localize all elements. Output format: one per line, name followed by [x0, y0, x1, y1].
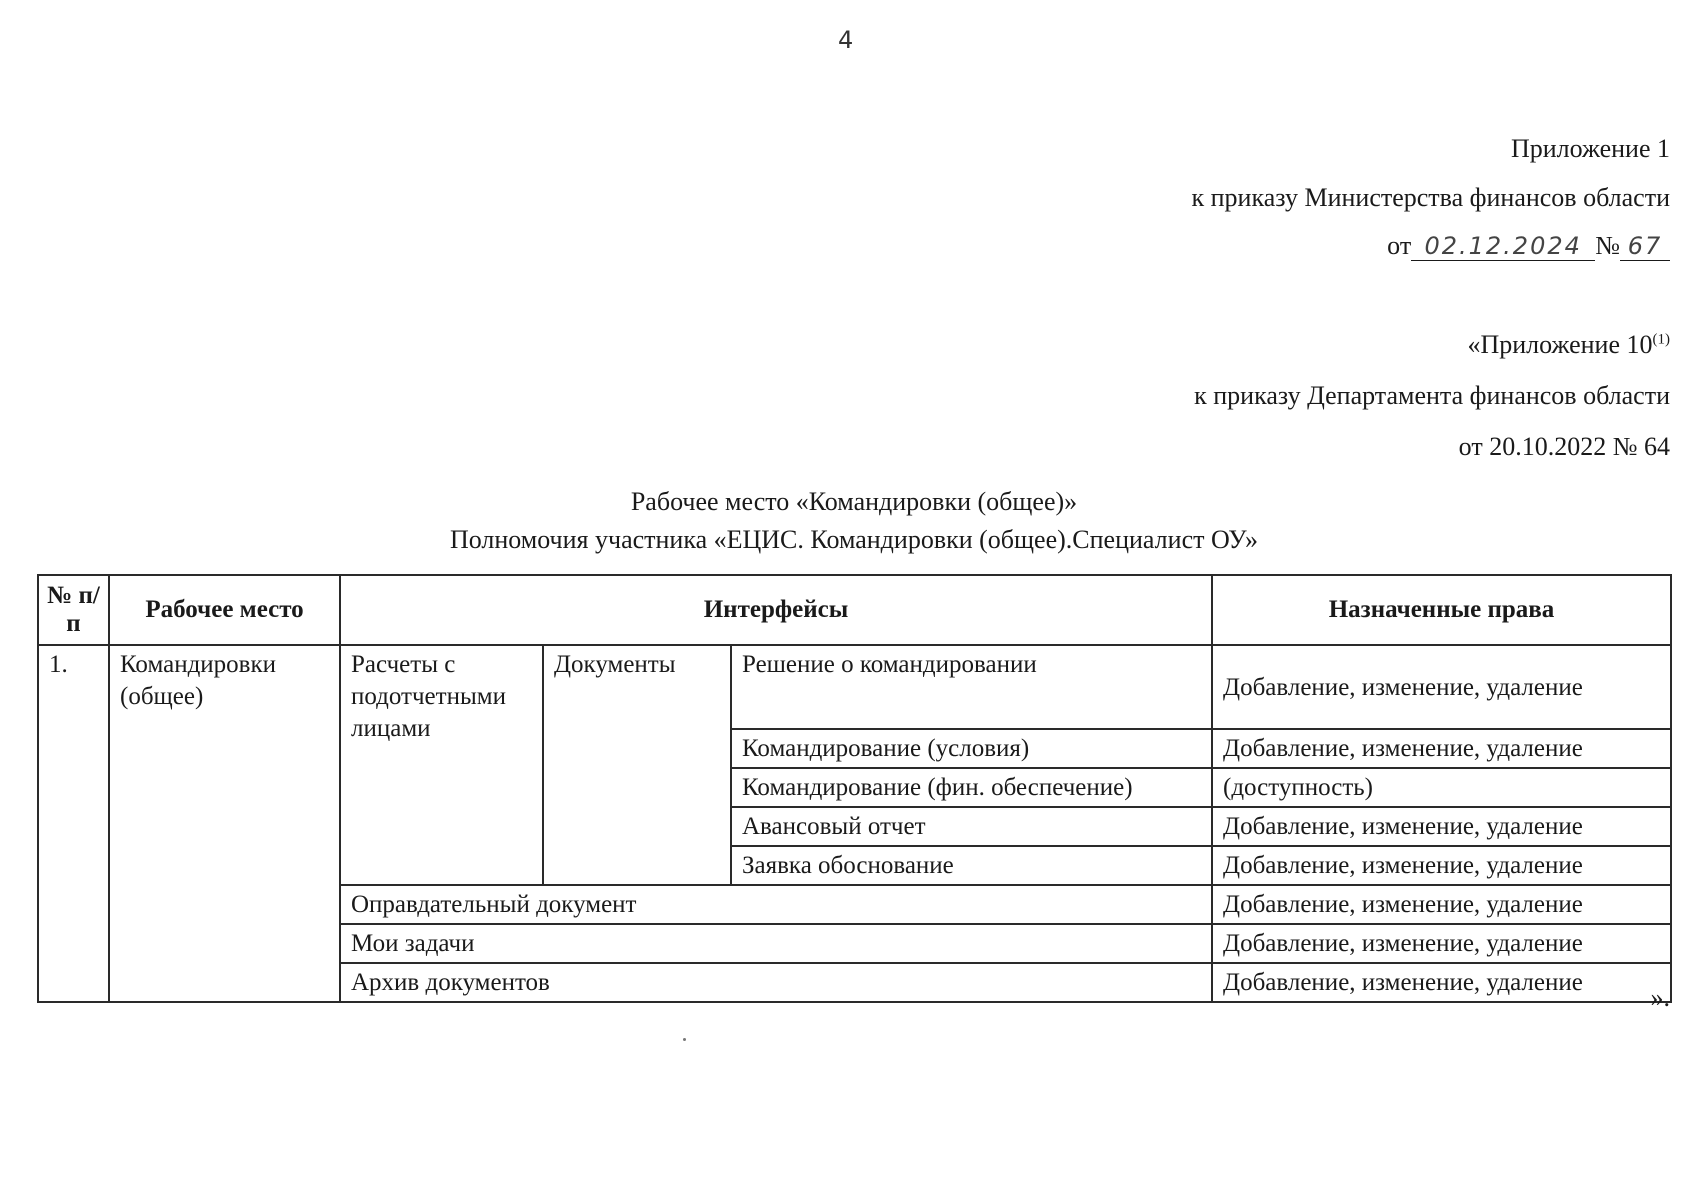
rights-cell: Добавление, изменение, удаление — [1212, 963, 1671, 1002]
rights-table — [37, 574, 1672, 1003]
interface-cell: Архив документов — [340, 963, 1212, 1002]
appendix-10-superscript: (1) — [1652, 331, 1670, 348]
participant-authority-title: Полномочия участника «ЕЦИС. Командировки (общее).Специалист ОУ» — [449, 525, 1259, 554]
table-row — [38, 645, 1671, 729]
header-number: № п/п — [38, 575, 109, 645]
order-reference: к приказу Министерства финансов области — [1191, 183, 1670, 212]
page-number: 4 — [838, 26, 854, 54]
row-number-cell: 1. — [38, 645, 109, 1002]
workplace-cell: Командировки (общее) — [109, 645, 340, 1002]
group-cell: Расчеты с подотчетными лицами — [340, 645, 543, 885]
order-date-line — [1387, 231, 1670, 261]
rights-cell: Добавление, изменение, удаление — [1212, 885, 1671, 924]
handwritten-date: 02.12.2024 — [1411, 232, 1595, 261]
number-label: № — [1595, 231, 1620, 260]
appendix-10-title — [1467, 330, 1670, 360]
interface-cell: Решение о командировании — [731, 645, 1212, 729]
scan-speck — [683, 1038, 686, 1041]
header-workplace: Рабочее место — [109, 575, 340, 645]
appendix-title: Приложение 1 — [1510, 134, 1670, 163]
interface-cell: Мои задачи — [340, 924, 1212, 963]
rights-cell: Добавление, изменение, удаление — [1212, 924, 1671, 963]
interface-cell: Оправдательный документ — [340, 885, 1212, 924]
closing-quote: ». — [1650, 983, 1670, 1012]
rights-cell: Добавление, изменение, удаление — [1212, 846, 1671, 885]
interface-cell: Командирование (условия) — [731, 729, 1212, 768]
header-interfaces: Интерфейсы — [340, 575, 1212, 645]
department-order-date: от 20.10.2022 № 64 — [1458, 432, 1670, 461]
department-order-reference: к приказу Департамента финансов области — [1194, 381, 1670, 410]
header-rights: Назначенные права — [1212, 575, 1671, 645]
interface-cell: Заявка обоснование — [731, 846, 1212, 885]
from-label: от — [1387, 231, 1412, 260]
table-header-row — [38, 575, 1671, 645]
subgroup-cell: Документы — [543, 645, 731, 885]
interface-cell: Авансовый отчет — [731, 807, 1212, 846]
rights-cell: Добавление, изменение, удаление — [1212, 729, 1671, 768]
rights-cell: (доступность) — [1212, 768, 1671, 807]
workplace-title: Рабочее место «Командировки (общее)» — [630, 487, 1078, 516]
handwritten-number: 67 — [1620, 232, 1670, 261]
rights-cell: Добавление, изменение, удаление — [1212, 645, 1671, 729]
interface-cell: Командирование (фин. обеспечение) — [731, 768, 1212, 807]
appendix-10-label: «Приложение 10 — [1467, 330, 1653, 359]
rights-cell: Добавление, изменение, удаление — [1212, 807, 1671, 846]
